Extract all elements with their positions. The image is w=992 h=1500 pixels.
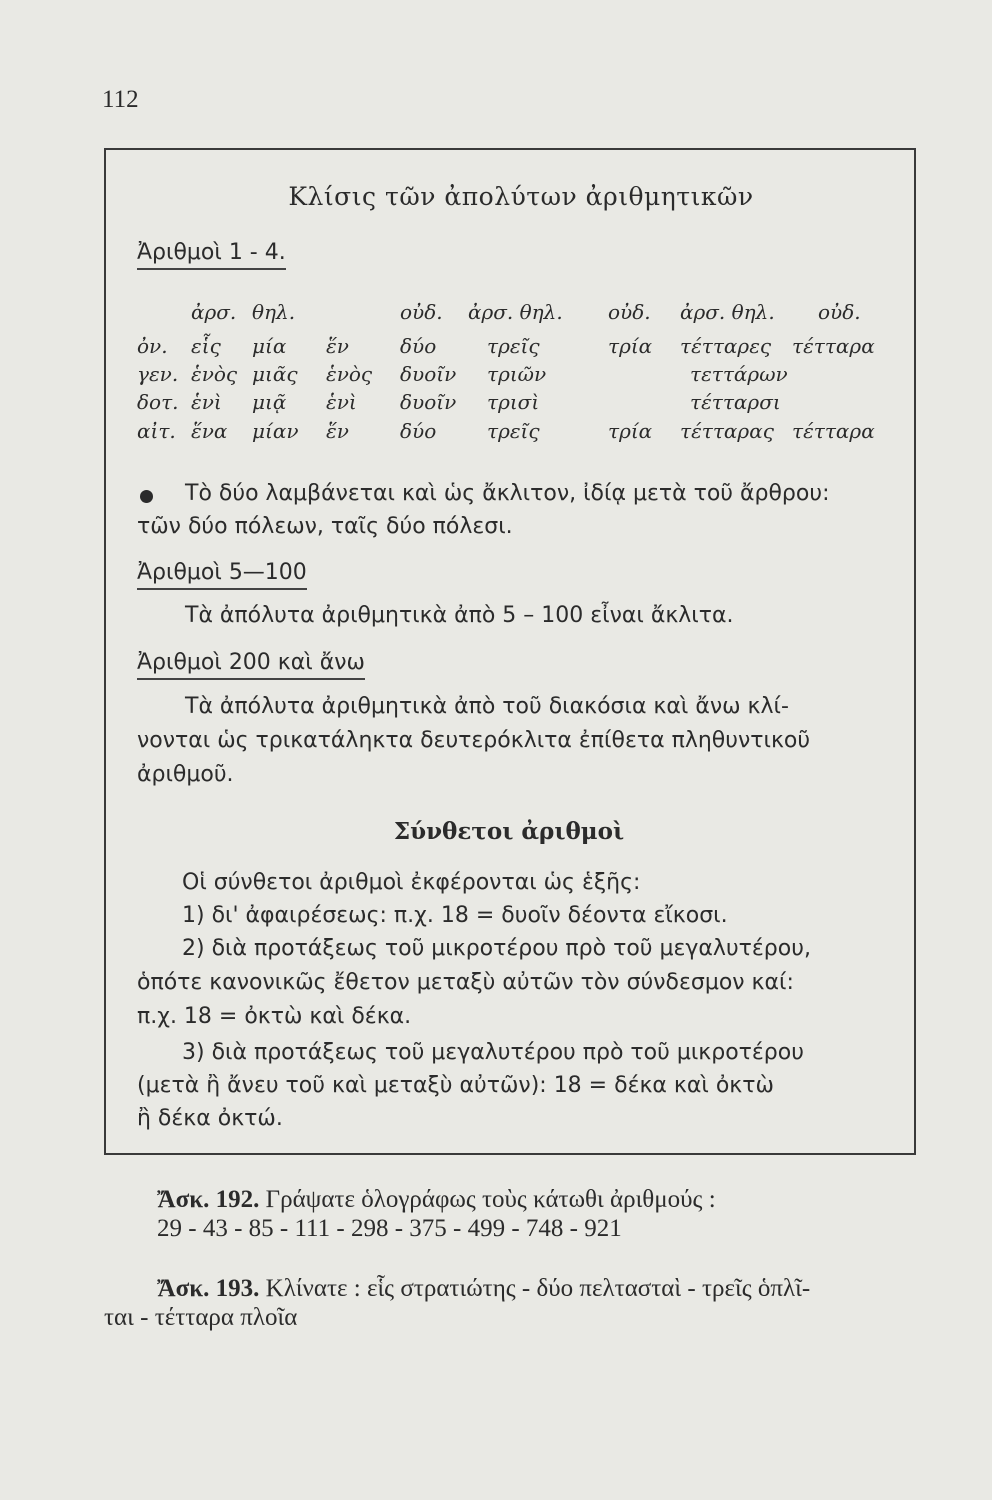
section-text: νονται ὡς τρικατάληκτα δευτερόκλιτα ἐπίθετα πληθυντικοῦ <box>137 728 811 753</box>
header-cell: οὐδ. <box>608 300 651 324</box>
table-cell: μιᾷ <box>252 390 287 414</box>
header-cell: θηλ. <box>252 300 296 324</box>
compound-line: Οἱ σύνθετοι ἀριθμοὶ ἐκφέρονται ὡς ἑξῆς: <box>182 870 641 895</box>
table-cell: δυοῖν <box>400 362 457 386</box>
exercise-193 <box>157 1275 810 1303</box>
exercise-192-numbers: 29 - 43 - 85 - 111 - 298 - 375 - 499 - 748 - 921 <box>157 1215 622 1242</box>
compound-title: Σύνθετοι ἀριθμοὶ <box>393 818 625 845</box>
table-cell: τέτταρες <box>680 334 772 358</box>
table-cell: ἑνὸς <box>326 362 373 386</box>
table-cell: ἕνα <box>191 419 228 443</box>
table-cell: δύο <box>400 419 437 443</box>
table-cell: τρισὶ <box>487 390 540 414</box>
exercise-text: Κλίνατε : εἷς στρατιώτης - δύο πελτασταὶ - τρεῖς ὁπλῖ- <box>265 1275 811 1302</box>
header-cell: ἀρσ. θηλ. <box>680 300 775 324</box>
exercise-192 <box>157 1186 716 1214</box>
header-cell: ἀρσ. θηλ. <box>468 300 563 324</box>
table-cell: τέτταρας <box>680 419 774 443</box>
bullet-icon <box>140 490 153 503</box>
compound-line: ὁπότε κανονικῶς ἔθετον μεταξὺ αὐτῶν τὸν σύνδεσμον καί: <box>137 970 794 995</box>
note-line: τῶν δύο πόλεων, ταῖς δύο πόλεσι. <box>137 514 513 539</box>
table-cell: ἑνὶ <box>326 390 357 414</box>
table-cell: εἷς <box>191 334 221 358</box>
section-heading-1-4: Ἀριθμοὶ 1 - 4. <box>137 240 286 270</box>
table-cell: τρεῖς <box>487 334 540 358</box>
table-cell: τρεῖς <box>487 419 540 443</box>
table-cell: δυοῖν <box>400 390 457 414</box>
table-cell: ἑνὶ <box>191 390 222 414</box>
section-text: ἀριθμοῦ. <box>137 762 234 787</box>
compound-line: (μετὰ ἢ ἄνευ τοῦ καὶ μεταξὺ αὐτῶν): 18 = δέκα καὶ ὀκτὼ <box>137 1073 774 1098</box>
exercise-193-continued: ται - τέτταρα πλοῖα <box>104 1304 298 1331</box>
header-cell: ἀρσ. <box>191 300 237 324</box>
exercise-label: Ἄσκ. 192. <box>157 1186 260 1213</box>
table-cell: τρία <box>608 334 653 358</box>
section-text: Τὰ ἀπόλυτα ἀριθμητικὰ ἀπὸ 5 – 100 εἶναι ἄκλιτα. <box>185 603 734 628</box>
case-label: γεν. <box>137 362 179 386</box>
compound-line: 1) δι' ἀφαιρέσεως: π.χ. 18 = δυοῖν δέοντα εἴκοσι. <box>182 903 728 928</box>
table-cell: ἑνὸς <box>191 362 238 386</box>
table-cell: τέτταρσι <box>690 390 781 414</box>
compound-line: ἢ δέκα ὀκτώ. <box>137 1106 283 1131</box>
section-heading-5-100: Ἀριθμοὶ 5—100 <box>137 560 307 590</box>
compound-line: π.χ. 18 = ὀκτὼ καὶ δέκα. <box>137 1004 412 1029</box>
table-cell: μίαν <box>252 419 299 443</box>
table-cell: τρία <box>608 419 653 443</box>
section-text: Τὰ ἀπόλυτα ἀριθμητικὰ ἀπὸ τοῦ διακόσια καὶ ἄνω κλί- <box>185 694 789 719</box>
header-cell: οὐδ. <box>400 300 443 324</box>
table-cell: τριῶν <box>487 362 547 386</box>
section-heading-200: Ἀριθμοὶ 200 καὶ ἄνω <box>137 650 365 680</box>
table-cell: μία <box>252 334 287 358</box>
compound-line: 2) διὰ προτάξεως τοῦ μικροτέρου πρὸ τοῦ μεγαλυτέρου, <box>182 936 811 961</box>
declension-title: Κλίσις τῶν ἀπολύτων ἀριθμητικῶν <box>288 182 754 211</box>
table-cell: ἕν <box>326 334 349 358</box>
table-cell: ἕν <box>326 419 349 443</box>
table-cell: τέτταρα <box>792 419 875 443</box>
table-cell: τέτταρα <box>792 334 875 358</box>
table-cell: τεττάρων <box>690 362 788 386</box>
page-number: 112 <box>102 86 139 113</box>
compound-line: 3) διὰ προτάξεως τοῦ μεγαλυτέρου πρὸ τοῦ μικροτέρου <box>182 1040 804 1065</box>
case-label: αἰτ. <box>137 419 176 443</box>
table-cell: μιᾶς <box>252 362 298 386</box>
exercise-label: Ἄσκ. 193. <box>157 1275 260 1302</box>
exercise-text: Γράψατε ὁλογράφως τοὺς κάτωθι ἀριθμούς : <box>265 1186 716 1213</box>
note-line: Τὸ δύο λαμβάνεται καὶ ὡς ἄκλιτον, ἰδίᾳ μετὰ τοῦ ἄρθρου: <box>185 481 830 506</box>
case-label: δοτ. <box>137 390 179 414</box>
header-cell: οὐδ. <box>818 300 861 324</box>
table-cell: δύο <box>400 334 437 358</box>
case-label: ὀν. <box>137 334 168 358</box>
